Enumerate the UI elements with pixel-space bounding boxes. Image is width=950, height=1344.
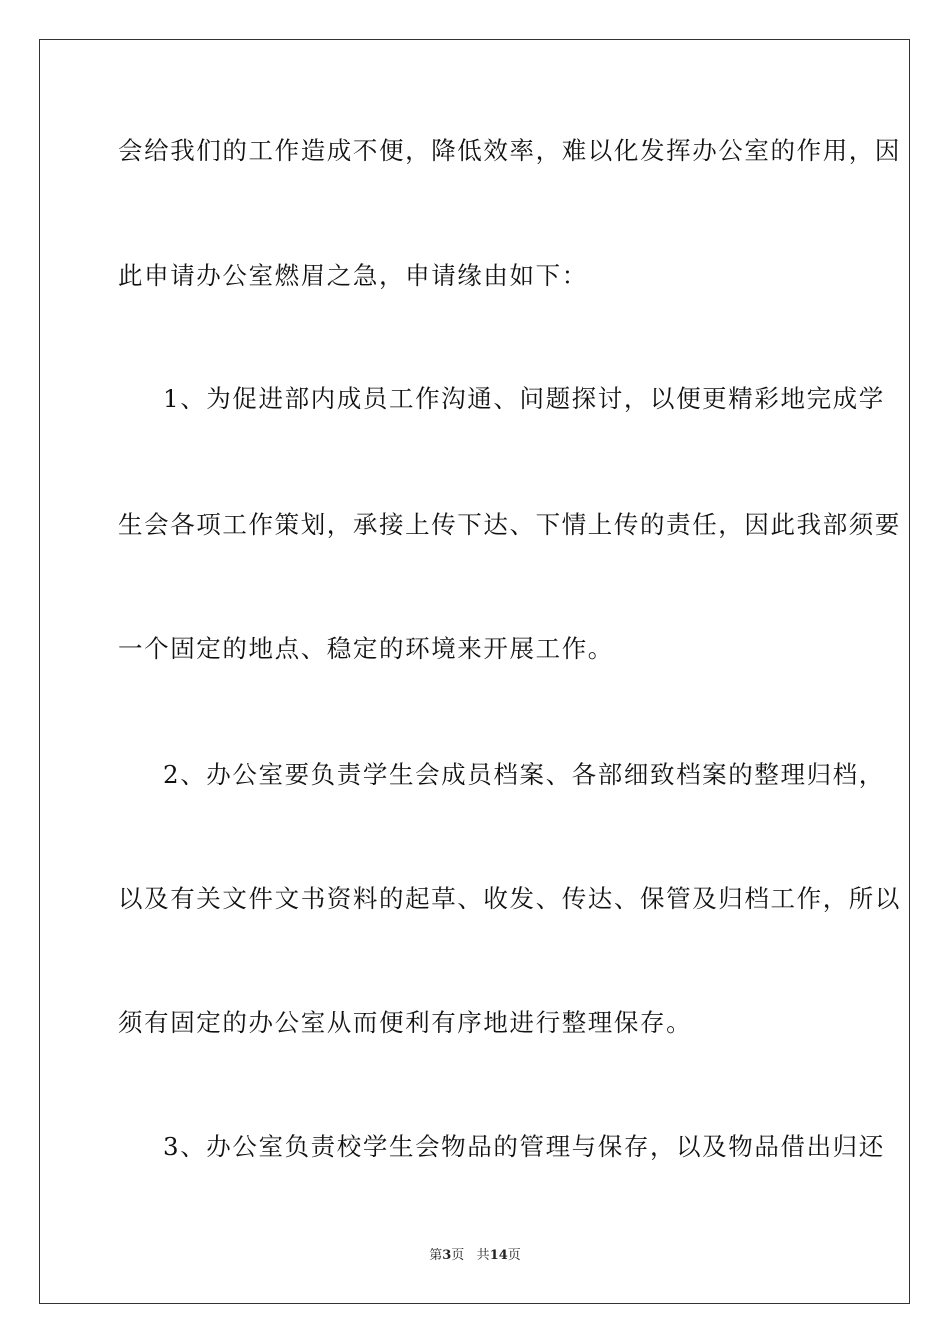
page-number: 3 [442,1248,452,1263]
text-line-8: 须有固定的办公室从而便利有序地进行整理保存。 [118,1008,693,1037]
page-footer [0,1244,950,1263]
total-prefix: 共 [476,1248,490,1263]
text-line-2: 此申请办公室燃眉之急，申请缘由如下： [118,261,588,290]
text-line-4: 生会各项工作策划，承接上传下达、下情上传的责任，因此我部须要 [118,510,901,539]
page-prefix: 第 [429,1248,443,1263]
text-line-9: 3、办公室负责校学生会物品的管理与保存，以及物品借出归还 [163,1132,885,1161]
total-suffix: 页 [507,1248,521,1263]
text-line-6: 2、办公室要负责学生会成员档案、各部细致档案的整理归档， [163,760,885,789]
text-line-5: 一个固定的地点、稳定的环境来开展工作。 [118,634,614,663]
page-border [39,39,910,1304]
text-line-1: 会给我们的工作造成不便，降低效率，难以化发挥办公室的作用，因 [118,136,901,165]
text-line-3: 1、为促进部内成员工作沟通、问题探讨，以便更精彩地完成学 [163,384,885,413]
total-pages: 14 [489,1248,508,1263]
page-suffix: 页 [451,1248,465,1263]
text-line-7: 以及有关文件文书资料的起草、收发、传达、保管及归档工作，所以 [118,884,901,913]
